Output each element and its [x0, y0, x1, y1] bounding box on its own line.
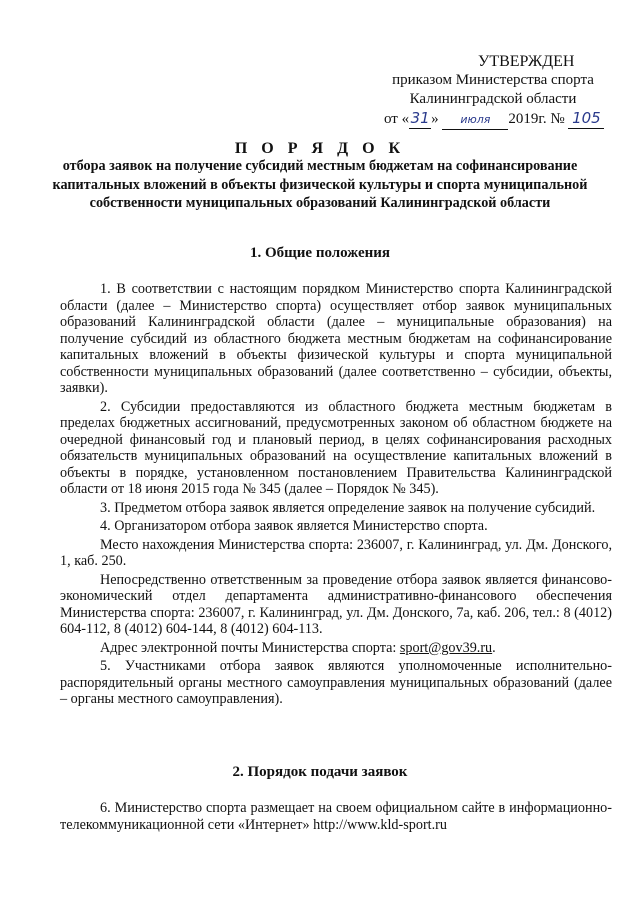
approval-line-1: приказом Министерства спорта — [392, 72, 594, 88]
handwritten-month: июля — [442, 110, 508, 130]
document-title: П О Р Я Д О К — [234, 140, 406, 157]
paragraph-2: 2. Субсидии предоставляются из областного бюджета местным бюджетам в пределах бюджетных ассигнований, предусмотренных законом об областном бюджете на очередной финансовый год и плановый период, в целях софинансирования расходных обязательств муниципальных образований на осуществление капитальных вложений в объекты в порядке, установленном постановлением Правительства Калининградской области от 18 июня 2015 года № 345 (далее – Порядок № 345). — [60, 398, 612, 497]
section-1-body — [60, 281, 612, 708]
paragraph-6: 6. Министерство спорта размещает на своем официальном сайте в информационно-телекоммуникационной сети «Интернет» http://www.kld-sport.ru — [60, 800, 612, 833]
handwritten-day: 31 — [410, 109, 430, 127]
approval-title: УТВЕРЖДЕН — [478, 53, 575, 70]
paragraph-location: Место нахождения Министерства спорта: 236007, г. Калининград, ул. Дм. Донского, 1, каб. 250. — [60, 536, 612, 569]
paragraph-email — [60, 640, 612, 657]
approval-date — [378, 109, 608, 130]
approval-line-2: Калининградской области — [409, 91, 577, 107]
date-mid: » — [431, 111, 439, 127]
paragraph-4: 4. Организатором отбора заявок является Министерство спорта. — [100, 518, 488, 534]
section-2-body — [60, 800, 612, 833]
document-subtitle: отбора заявок на получение субсидий местным бюджетам на софинансирование капитальных вложений в объекты физической культуры и спорта муниципальной собственности муниципальных образований Калининградской области — [52, 158, 588, 211]
email-label: Адрес электронной почты Министерства спорта: — [100, 639, 400, 656]
date-prefix: от « — [384, 111, 410, 127]
email-link[interactable]: sport@gov39.ru — [399, 639, 493, 656]
section-2-heading: 2. Порядок подачи заявок — [232, 764, 408, 780]
approval-stamp — [378, 52, 608, 130]
year-suffix: 2019г. № — [508, 111, 565, 127]
paragraph-5: 5. Участниками отбора заявок являются уполномоченные исполнительно-распорядительный органы местного самоуправления муниципальных образований (далее – органы местного самоуправления). — [60, 658, 612, 707]
paragraph-responsible: Непосредственно ответственным за проведение отбора заявок является финансово-экономический отдел департамента административно-финансового обеспечения Министерства спорта: 236007, г. Калининград, ул. Дм. Донского, 7а, каб. 206, тел.: 8 (4012) 604-112, 8 (4012) 604-144, 8 (4012) 604-113. — [60, 571, 612, 637]
paragraph-3: 3. Предметом отбора заявок является определение заявок на получение субсидий. — [100, 499, 596, 516]
section-1-heading: 1. Общие положения — [249, 245, 391, 261]
paragraph-1: 1. В соответствии с настоящим порядком Министерство спорта Калининградской области (далее – Министерство спорта) осуществляет отбор заявок муниципальных образований Калининградской области (далее – муниципальные образования) на получение субсидий из областного бюджета местным бюджетам на софинансирование капитальных вложений в объекты физической культуры и спорта муниципальной собственности муниципальных образований (далее соответственно – субсидии, объекты, заявки). — [60, 281, 612, 396]
handwritten-number: 105 — [568, 109, 604, 129]
email-suffix: . — [492, 639, 496, 656]
